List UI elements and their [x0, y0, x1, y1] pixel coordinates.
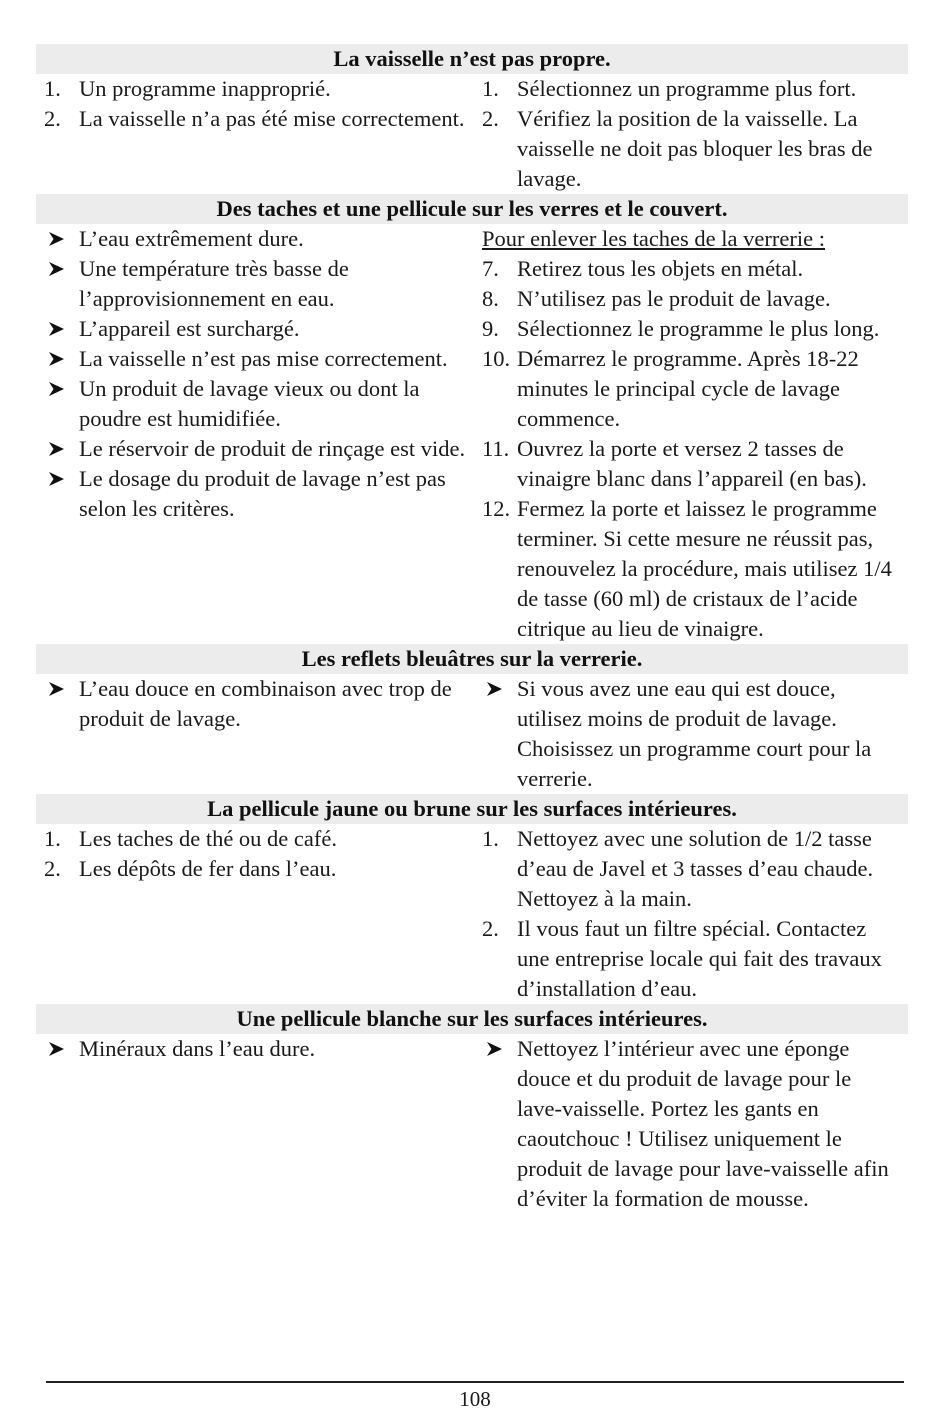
item-text: Le dosage du produit de lavage n’est pas selon les critères.	[79, 466, 446, 521]
solution-item	[482, 344, 900, 434]
section-row	[36, 674, 908, 794]
arrow-bullet-icon	[482, 674, 517, 704]
footer-rule	[46, 1381, 904, 1383]
item-number: 2.	[482, 916, 499, 941]
solution-item	[482, 314, 900, 344]
item-number: 12.	[482, 496, 511, 521]
solution-item	[482, 1034, 900, 1214]
item-text: Nettoyez avec une solution de 1/2 tasse d’eau de Javel et 3 tasses d’eau chaude. Nettoyez à la main.	[517, 826, 874, 911]
item-number: 8.	[482, 286, 499, 311]
item-text: Fermez la porte et laissez le programme terminer. Si cette mesure ne réussit pas, renouvelez la procédure, mais utilisez 1/4 de tasse (60 ml) de cristaux de l’acide citrique au lieu de vinaigre.	[517, 496, 892, 641]
solutions-column	[478, 1034, 908, 1214]
cause-item	[44, 1034, 478, 1064]
solution-item	[482, 254, 900, 284]
troubleshooting-table	[36, 44, 908, 1214]
item-text: L’eau douce en combinaison avec trop de produit de lavage.	[79, 676, 452, 731]
item-number: 2.	[44, 856, 61, 881]
solutions-column	[478, 224, 908, 644]
item-text: La vaisselle n’est pas mise correctement.	[79, 346, 448, 371]
cause-item	[44, 344, 478, 374]
causes-column	[36, 824, 478, 1004]
solution-item	[482, 494, 900, 644]
item-number: 1.	[482, 76, 499, 101]
arrow-bullet-icon	[44, 1034, 79, 1064]
causes-column	[36, 224, 478, 644]
item-number: 7.	[482, 256, 499, 281]
cause-item	[44, 224, 478, 254]
arrow-bullet-icon	[44, 344, 79, 374]
item-number: 10.	[482, 346, 511, 371]
section-heading: Une pellicule blanche sur les surfaces intérieures.	[36, 1004, 908, 1034]
solutions-column	[478, 824, 908, 1004]
item-text: Minéraux dans l’eau dure.	[79, 1036, 316, 1061]
item-text: Sélectionnez un programme plus fort.	[517, 76, 857, 101]
section-heading: La vaisselle n’est pas propre.	[36, 44, 908, 74]
cause-item	[44, 374, 478, 434]
cause-item	[44, 104, 478, 134]
item-text: Démarrez le programme. Après 18-22 minutes le principal cycle de lavage commence.	[517, 346, 859, 431]
section-spots-and-film	[36, 194, 908, 644]
cause-item	[44, 464, 478, 524]
section-row	[36, 74, 908, 194]
arrow-bullet-icon	[44, 254, 79, 284]
item-number: 2.	[44, 106, 61, 131]
cause-item	[44, 854, 478, 884]
section-white-film	[36, 1004, 908, 1214]
item-text: Nettoyez l’intérieur avec une éponge douce et du produit de lavage pour le lave-vaisselle. Portez les gants en caoutchouc ! Utilisez uniquement le produit de lavage pour lave-vaisselle afin d’éviter la formation de mousse.	[517, 1036, 889, 1211]
solutions-column	[478, 674, 908, 794]
section-row	[36, 824, 908, 1004]
item-text: Retirez tous les objets en métal.	[517, 256, 804, 281]
solution-item	[482, 674, 900, 794]
solution-item	[482, 104, 900, 194]
item-text: Sélectionnez le programme le plus long.	[517, 316, 880, 341]
section-row	[36, 1034, 908, 1214]
item-number: 2.	[482, 106, 499, 131]
item-text: Si vous avez une eau qui est douce, utilisez moins de produit de lavage. Choisissez un programme court pour la verrerie.	[517, 676, 872, 791]
section-heading: Les reflets bleuâtres sur la verrerie.	[36, 644, 908, 674]
cause-item	[44, 254, 478, 314]
arrow-bullet-icon	[44, 224, 79, 254]
section-heading: La pellicule jaune ou brune sur les surfaces intérieures.	[36, 794, 908, 824]
page-number: 108	[459, 1387, 491, 1411]
item-text: Le réservoir de produit de rinçage est vide.	[79, 436, 466, 461]
solution-item	[482, 74, 900, 104]
item-text: N’utilisez pas le produit de lavage.	[517, 286, 831, 311]
solution-intro: Pour enlever les taches de la verrerie :	[482, 226, 825, 251]
cause-item	[44, 314, 478, 344]
causes-column	[36, 74, 478, 194]
item-text: Un programme inapproprié.	[79, 76, 331, 101]
solution-item	[482, 434, 900, 494]
section-dishes-not-clean	[36, 44, 908, 194]
cause-item	[44, 434, 478, 464]
arrow-bullet-icon	[44, 374, 79, 404]
item-text: Un produit de lavage vieux ou dont la poudre est humidifiée.	[79, 376, 420, 431]
cause-item	[44, 824, 478, 854]
item-text: Les taches de thé ou de café.	[79, 826, 337, 851]
section-yellow-brown-film	[36, 794, 908, 1004]
item-number: 9.	[482, 316, 499, 341]
item-text: L’appareil est surchargé.	[79, 316, 300, 341]
item-number: 1.	[482, 826, 499, 851]
arrow-bullet-icon	[44, 464, 79, 494]
item-number: 1.	[44, 76, 61, 101]
solution-item	[482, 914, 900, 1004]
cause-item	[44, 674, 478, 734]
item-text: La vaisselle n’a pas été mise correctement.	[79, 106, 465, 131]
arrow-bullet-icon	[482, 1034, 517, 1064]
causes-column	[36, 674, 478, 794]
arrow-bullet-icon	[44, 434, 79, 464]
solution-item	[482, 824, 900, 914]
item-text: Ouvrez la porte et versez 2 tasses de vinaigre blanc dans l’appareil (en bas).	[517, 436, 867, 491]
solutions-column	[478, 74, 908, 194]
section-bluish-tint	[36, 644, 908, 794]
cause-item	[44, 74, 478, 104]
item-text: Les dépôts de fer dans l’eau.	[79, 856, 337, 881]
item-text: Vérifiez la position de la vaisselle. La vaisselle ne doit pas bloquer les bras de lavage.	[517, 106, 873, 191]
item-text: Il vous faut un filtre spécial. Contactez une entreprise locale qui fait des travaux d’installation d’eau.	[517, 916, 882, 1001]
section-row	[36, 224, 908, 644]
arrow-bullet-icon	[44, 314, 79, 344]
item-text: Une température très basse de l’approvisionnement en eau.	[79, 256, 349, 311]
causes-column	[36, 1034, 478, 1214]
arrow-bullet-icon	[44, 674, 79, 704]
solution-item	[482, 284, 900, 314]
item-text: L’eau extrêmement dure.	[79, 226, 304, 251]
item-number: 1.	[44, 826, 61, 851]
item-number: 11.	[482, 436, 510, 461]
section-heading: Des taches et une pellicule sur les verres et le couvert.	[36, 194, 908, 224]
